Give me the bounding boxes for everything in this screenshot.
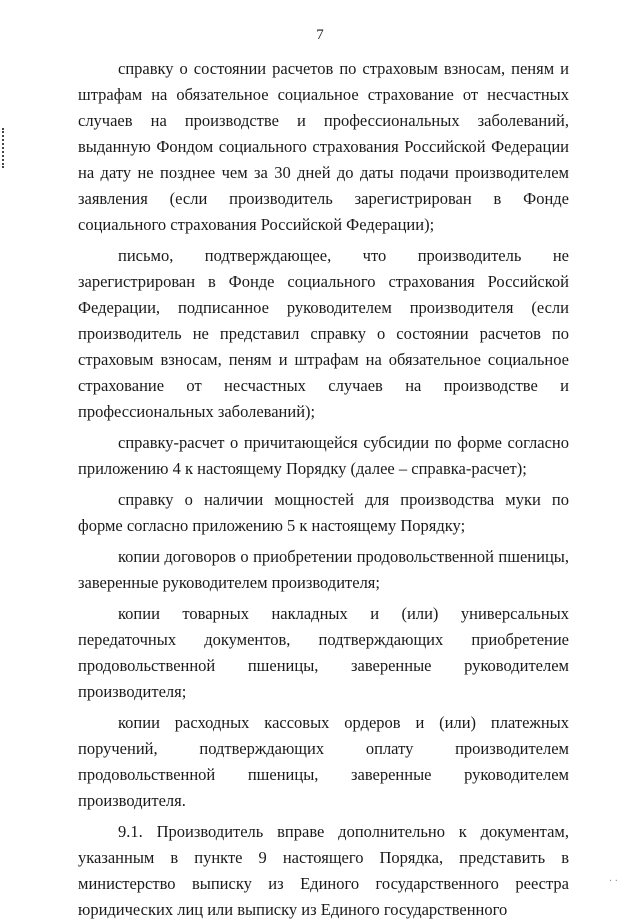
document-body bbox=[78, 56, 569, 923]
paragraph-invoice-copies: копии товарных накладных и (или) универсальных передаточных документов, подтверждающих приобретение продовольственной пшеницы, заверенные руководителем производителя; bbox=[78, 604, 569, 701]
paragraph-subsidy-calculation: справку-расчет о причитающейся субсидии по форме согласно приложению 4 к настоящему Порядку (далее – справка-расчет); bbox=[78, 433, 569, 478]
binding-margin-mark bbox=[2, 128, 8, 168]
page-number: 7 bbox=[316, 27, 324, 43]
paragraph-capacity-certificate: справку о наличии мощностей для производства муки по форме согласно приложению 5 к настоящему Порядку; bbox=[78, 490, 569, 535]
paragraph-contract-copies: копии договоров о приобретении продовольственной пшеницы, заверенные руководителем производителя; bbox=[78, 547, 569, 592]
paragraph-fss-certificate: справку о состоянии расчетов по страховым взносам, пеням и штрафам на обязательное социальное страхование от несчастных случаев на производстве и профессиональных заболеваний, выданную Фондом социального страхования Российской Федерации на дату не позднее чем за 30 дней до даты подачи производителем заявления (если производитель зарегистрирован в Фонде социального страхования Российской Федерации); bbox=[78, 59, 569, 234]
scan-corner-mark: · · bbox=[608, 876, 618, 887]
paragraph-not-registered-letter: письмо, подтверждающее, что производитель не зарегистрирован в Фонде социального страхования Российской Федерации, подписанное руководителем производителя (если производитель не представил справку о состоянии расчетов по страховым взносам, пеням и штрафам на обязательное социальное страхование от несчастных случаев на производстве и профессиональных заболеваний); bbox=[78, 246, 569, 421]
paragraph-payment-copies: копии расходных кассовых ордеров и (или) платежных поручений, подтверждающих оплату производителем продовольственной пшеницы, заверенные руководителем производителя. bbox=[78, 713, 569, 810]
paragraph-section-9-1: 9.1. Производитель вправе дополнительно к документам, указанным в пункте 9 настоящего Порядка, представить в министерство выписку из Единого государственного реестра юридических лиц или выписку из Единого государственного bbox=[78, 822, 569, 919]
